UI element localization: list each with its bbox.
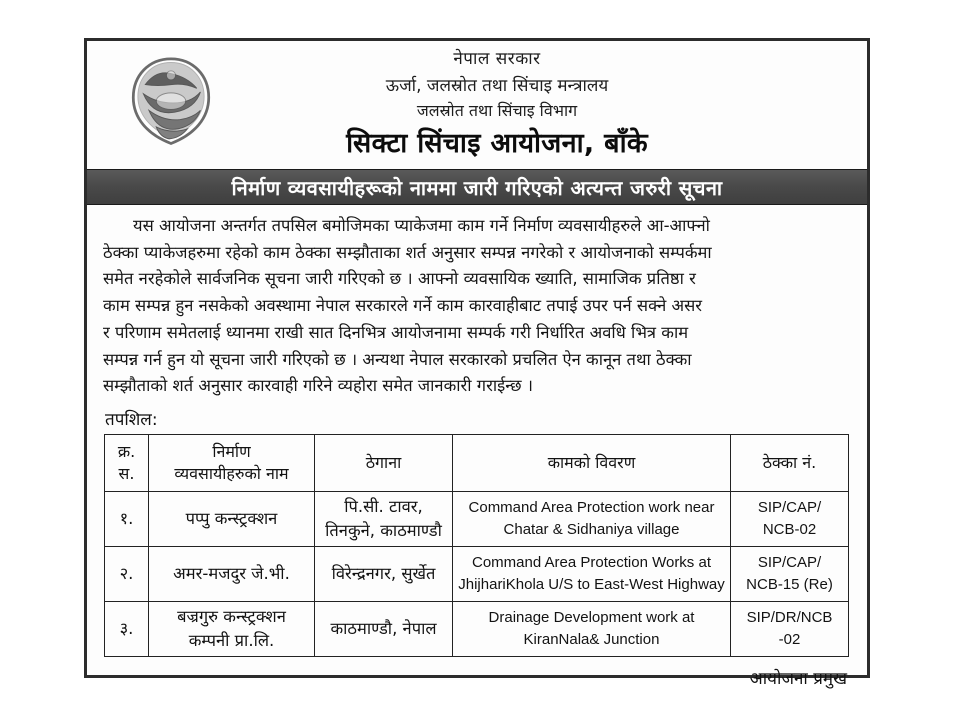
cell-name-line2: कम्पनी प्रा.लि. — [188, 631, 275, 651]
cell-work-description — [453, 602, 731, 657]
ministry-name: ऊर्जा, जलस्रोत तथा सिंचाइ मन्त्रालय — [385, 75, 609, 96]
cell-name-line1: बज्रगुरु कन्स्ट्रक्शन — [177, 607, 286, 627]
column-header-serial-line1: क्र. — [117, 442, 136, 462]
cell-contract-number — [731, 547, 849, 602]
nepal-government-emblem-icon — [125, 53, 217, 153]
cell-name-line1: पप्पु कन्स्ट्रक्शन — [185, 509, 278, 529]
details-label: तपशिल: — [105, 410, 158, 431]
cell-work-description — [453, 492, 731, 547]
cell-address — [315, 602, 453, 657]
masthead — [87, 41, 867, 169]
column-header-name-line1: निर्माण — [212, 442, 251, 462]
cell-contract-number — [731, 602, 849, 657]
government-name: नेपाल सरकार — [453, 49, 541, 69]
cell-address — [315, 547, 453, 602]
cell-address-line1: पि.सी. टावर, — [344, 497, 423, 517]
cell-contract-line1: SIP/CAP/ — [757, 554, 822, 572]
notice-document-frame — [84, 38, 870, 690]
cell-serial: २. — [105, 547, 149, 602]
cell-desc-line1: Command Area Protection Works at — [472, 554, 711, 572]
notice-banner — [87, 169, 867, 205]
paragraph-line: काम सम्पन्न हुन नसकेको अवस्थामा नेपाल सरकारले गर्ने काम कारवाहीबाट तपाई उपर पर्न सक्ने असर — [103, 296, 703, 316]
cell-contractor-name — [149, 547, 315, 602]
column-header-name-line2: व्यवसायीहरुको नाम — [174, 464, 289, 484]
cell-address-line1: काठमाण्डौ, नेपाल — [330, 619, 437, 639]
table-row — [105, 602, 849, 657]
cell-desc-line1: Drainage Development work at — [488, 609, 695, 627]
cell-desc-line2: Chatar & Sidhaniya village — [503, 521, 680, 539]
paragraph-line: सम्झौताको शर्त अनुसार कारवाही गरिने व्यहोरा समेत जानकारी गराईन्छ । — [103, 376, 534, 396]
paragraph-line: र परिणाम समेतलाई ध्यानमा राखी सात दिनभित्र आयोजनामा सम्पर्क गरी निर्धारित अवधि भित्र काम — [103, 322, 689, 342]
cell-work-description — [453, 547, 731, 602]
signature-designation: आयोजना प्रमुख — [749, 669, 847, 690]
cell-address — [315, 492, 453, 547]
paragraph-line: यस आयोजना अन्तर्गत तपसिल बमोजिमका प्याकेजमा काम गर्ने निर्माण व्यवसायीहरुले आ-आफ्नो — [133, 216, 710, 235]
cell-contractor-name — [149, 602, 315, 657]
cell-serial: १. — [105, 492, 149, 547]
project-title: सिक्टा सिंचाइ आयोजना, बाँके — [346, 127, 648, 159]
column-header-work-description: कामको विवरण — [453, 435, 731, 492]
column-header-serial-line2: स. — [118, 464, 135, 484]
paragraph-line: सम्पन्न गर्न हुन यो सूचना जारी गरिएको छ । अन्यथा नेपाल सरकारको प्रचलित ऐन कानून तथा ठेक्का — [103, 349, 692, 369]
contractors-table — [104, 434, 849, 657]
column-header-contractor-name — [149, 435, 315, 492]
cell-desc-line2: JhijhariKhola U/S to East-West Highway — [458, 576, 725, 594]
column-header-serial — [105, 435, 149, 492]
cell-contract-number — [731, 492, 849, 547]
notice-paragraph — [103, 213, 851, 400]
table-header-row — [105, 435, 849, 492]
cell-address-line2: तिनकुने, काठमाण्डौ — [325, 521, 442, 541]
notice-banner-title: निर्माण व्यवसायीहरूको नाममा जारी गरिएको अत्यन्त जरुरी सूचना — [231, 175, 723, 200]
cell-contract-line1: SIP/DR/NCB — [746, 609, 833, 627]
cell-address-line1: विरेन्द्रनगर, सुर्खेत — [331, 564, 436, 584]
department-name: जलस्रोत तथा सिंचाइ विभाग — [416, 100, 578, 120]
column-header-contract-number: ठेक्का नं. — [731, 435, 849, 492]
cell-contractor-name — [149, 492, 315, 547]
cell-contract-line2: -02 — [778, 631, 801, 649]
table-row — [105, 547, 849, 602]
cell-contract-line2: NCB-15 (Re) — [746, 576, 833, 594]
column-header-address: ठेगाना — [315, 435, 453, 492]
paragraph-line: समेत नरहेकोले सार्वजनिक सूचना जारी गरिएको छ । आफ्नो व्यवसायिक ख्याति, सामाजिक प्रतिष्ठा र — [103, 269, 696, 289]
cell-contract-line1: SIP/CAP/ — [757, 499, 822, 517]
cell-serial: ३. — [105, 602, 149, 657]
cell-desc-line1: Command Area Protection work near — [468, 499, 715, 517]
table-row — [105, 492, 849, 547]
cell-desc-line2: KiranNala& Junction — [523, 631, 660, 649]
cell-contract-line2: NCB-02 — [762, 521, 817, 539]
paragraph-line: ठेक्का प्याकेजहरुमा रहेको काम ठेक्का सम्झौताका शर्त अनुसार सम्पन्न नगरेको र आयोजनाको सम्पर्कमा — [103, 242, 712, 262]
notice-body — [87, 205, 867, 689]
cell-name-line1: अमर-मजदुर जे.भी. — [173, 564, 290, 584]
